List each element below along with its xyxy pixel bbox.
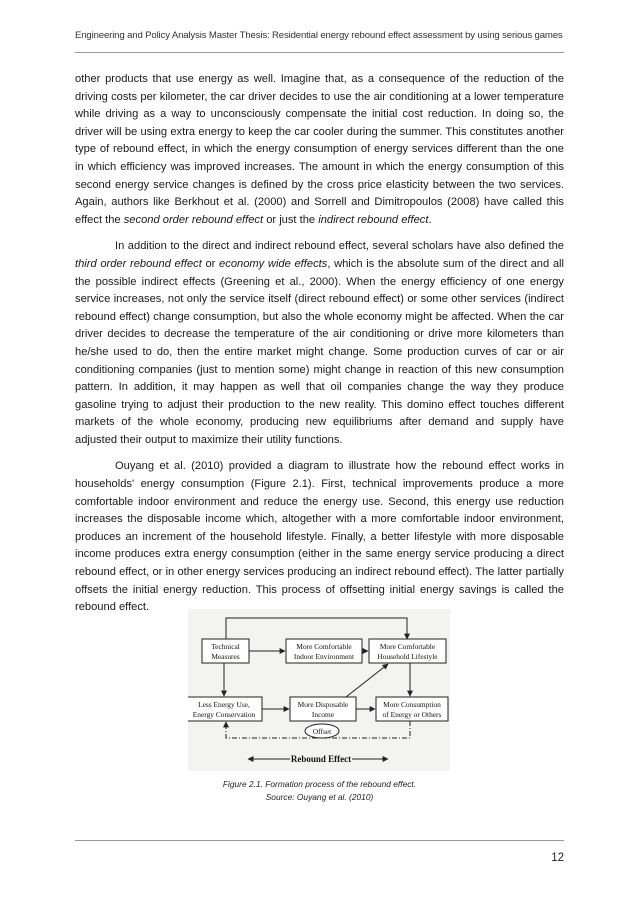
label-offset: Offset <box>312 727 332 736</box>
label-income-1: More Disposable <box>297 700 349 709</box>
running-header: Engineering and Policy Analysis Master Thesis: Residential energy rebound effect assessment by using serious games <box>75 30 563 41</box>
figure-rebound-diagram <box>188 609 450 771</box>
footer-divider <box>75 840 564 841</box>
paragraph-1 <box>75 71 564 229</box>
paragraph-1-connector: or just the <box>263 213 319 226</box>
label-lifestyle-2: Household Lifestyle <box>377 652 438 661</box>
term-third-order: third order rebound effect <box>75 257 202 270</box>
caption-source: Source: Ouyang et al. (2010) <box>265 791 374 802</box>
paragraph-1-text: other products that use energy as well. Imagine that, as a consequence of the reduction of the driving costs per kilometer, the car driver decides to use the air conditioning at a lower temperature while driving as a way to unconsciously compensate the initial cost reduction. In doing so, the driver will be using extra energy to keep the car cooler during the summer. This constitutes another type of rebound effect, in which the energy consumption of energy services different than the one in which efficiency was improved increases. The amount in which the energy consumption of this second energy service changes is defined by the cross price elasticity between the two services. Again, authors like Berkhout et al. (2000) and Sorrell and Dimitropoulos (2008) have called this effect the <box>75 73 564 226</box>
caption-line-1: Figure 2.1. Formation process of the rebound effect. <box>222 779 417 789</box>
figure-caption <box>75 778 564 803</box>
label-lifestyle-1: More Comfortable <box>379 642 436 651</box>
label-less-energy-2: Energy Conservation <box>192 710 256 719</box>
paragraph-2-text: In addition to the direct and indirect rebound effect, several scholars have also defined the <box>115 240 564 253</box>
header-divider <box>75 52 564 53</box>
paragraph-2-rest: , which is the absolute sum of the direct and all the possible indirect effects (Greening et al., 2000). When the energy efficiency of one energy service increases, not only the service itself (direct rebound effect) or some other services (indirect rebound effect) change consumption, but also the whole economy might be affected. When the car driver decides to decrease the temperature of the air conditioning or drive more kilometers than he/she used to do, then the entire market might change. Some production curves of car or air conditioning companies (just to mention some) might change in reaction of this new consumption pattern. In addition, it may happen as well that oil companies change the way they produce gasoline trying to adjust their production to the new reality. This domino effect touches different markets of the whole economy, producing new equilibriums after demand and supply have adjusted their output to maximize their utility functions. <box>75 257 564 446</box>
paragraph-1-end: . <box>428 213 432 226</box>
label-consumption-1: More Consumption <box>383 700 441 709</box>
body-text <box>75 71 564 626</box>
label-consumption-2: of Energy or Others <box>382 710 442 719</box>
label-income-2: Income <box>311 710 335 719</box>
term-second-order: second order rebound effect <box>123 213 264 226</box>
label-technical-2: Measures <box>211 652 240 661</box>
paragraph-2-connector: or <box>201 257 220 270</box>
label-technical-1: Technical <box>211 642 240 651</box>
term-indirect-rebound: indirect rebound effect <box>318 213 429 226</box>
paragraph-3: Ouyang et al. (2010) provided a diagram to illustrate how the rebound effect works in households' energy consumption (Figure 2.1). First, technical improvements produce a more comfortable indoor environment and reduce the energy use. Second, this energy use reduction increases the disposable income which, altogether with a more comfortable indoor environment, produces an increment of the household lifestyle. Finally, a better lifestyle with more disposable income produces extra energy consumption (either in the same energy service producing a direct rebound effect, or in other energy services producing an indirect rebound effect). The latter partially offsets the initial energy reduction. This process of offsetting initial energy savings is called the rebound effect. <box>75 460 564 614</box>
rebound-diagram-svg <box>188 609 450 771</box>
label-rebound-effect: Rebound Effect <box>290 754 352 764</box>
term-economy-wide: economy wide effects <box>219 257 328 270</box>
label-indoor-2: Indoor Environment <box>293 652 355 661</box>
page-number: 12 <box>551 852 564 864</box>
figure-background <box>188 609 450 771</box>
paragraph-2 <box>75 238 564 449</box>
label-indoor-1: More Comfortable <box>296 642 352 651</box>
label-less-energy-1: Less Energy Use, <box>198 700 250 709</box>
